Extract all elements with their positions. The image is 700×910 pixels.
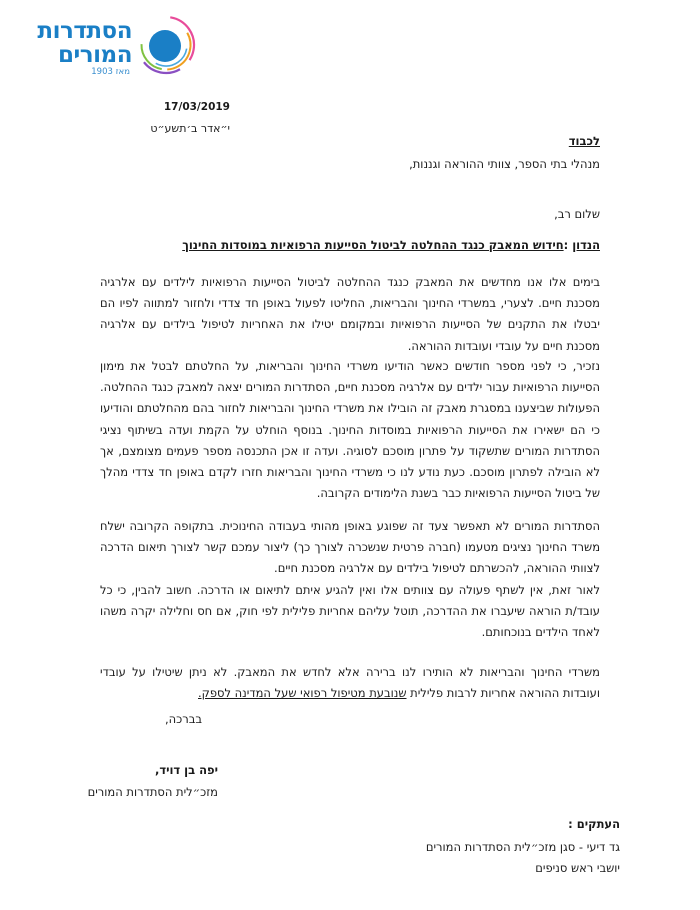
greeting: שלום רב,	[554, 207, 600, 221]
paragraph-text-start: משרדי החינוך והבריאות לא הותירו לנו ברירה אלא לחדש את המאבק. לא ניתן שיטילו על עובדי ועובדות ההוראה אחריות לרבות פלילית	[100, 665, 600, 701]
paragraph-text: נזכיר, כי לפני מספר חודשים כאשר הודיעו משרדי החינוך והבריאות, על החלטתם לבטל את מימון הסייעות הרפואיות עבור ילדים עם אלרגיה מסכנת חיים, הסתדרות המורים יצאה למאבק כנגד ההחלטה. הפעולות שביצענו במסגרת מאבק זה הובילו את משרדי החינוך והבריאות לחזור בהם מהחלטתם והודיעו כי הם ישאירו את הסייעות הרפואיות במוסדות החינוך. בנוסף הוחלט על הקמת ועדה בשיתוף נציגי הסתדרות המורים שתשקוד על פתרון מוסכם לסוגיה. ועדה זו אכן התכנסה מספר פעמים מצומצם, אך לא הובילה לפתרון מוסכם. כעת נודע לנו כי משרדי החינוך והבריאות חזרו לקדם באופן חד צדדי מהלך של ביטול הסייעות הרפואיות כבר בשנת הלימודים הקרובה.	[100, 359, 600, 501]
body-paragraph-1	[100, 272, 600, 357]
copies-label: העתקים :	[568, 817, 620, 831]
copies-item: גד דיעי - סגן מזכ״לית הסתדרות המורים	[425, 840, 620, 854]
paragraph-text-underlined: שנובעת מטיפול רפואי שעל המדינה לספק.	[198, 686, 407, 701]
date-block	[110, 97, 230, 139]
body-paragraph-3	[100, 516, 600, 580]
subject-line	[182, 238, 600, 252]
logo-rings-icon	[136, 15, 196, 75]
body-paragraph-5	[100, 662, 600, 704]
paragraph-text: הסתדרות המורים לא תאפשר צעד זה שפוגע באופן מהותי בעבודה החינוכית. בתקופה הקרובה ישלח משרד החינוך נציגים מטעמו (חברה פרטית שנשכרה לצורך כך) ליצור עמכם קשר לצורך תיאום הדרכה לצוותי ההוראה, להכשרתם לטיפול בילדים עם אלרגיה מסכנת חיים.	[100, 519, 600, 576]
body-paragraph-2	[100, 356, 600, 504]
date-hebrew: י״אדר ב׳תשע״ט	[150, 122, 230, 135]
recipient-honor: לכבוד	[568, 134, 600, 148]
signature-title: מזכ״לית הסתדרות המורים	[87, 785, 218, 799]
copies-item: יושבי ראש סניפים	[535, 861, 620, 875]
date-gregorian: 17/03/2019	[163, 101, 230, 113]
logo-since: מאז 1903	[91, 67, 130, 77]
subject-separator: :	[563, 238, 573, 252]
logo-line-1: הסתדרות	[37, 18, 132, 44]
recipient-to: מנהלי בתי הספר, צוותי ההוראה וגננות,	[409, 157, 600, 171]
subject-label: הנדון	[572, 238, 600, 252]
subject-text: חידוש המאבק כנגד ההחלטה לביטול הסייעות הרפואיות במוסדות החינוך	[182, 238, 564, 252]
body-paragraph-4	[100, 580, 600, 644]
closing: בברכה,	[164, 712, 202, 726]
paragraph-text	[100, 662, 600, 704]
logo-line-2: המורים	[58, 42, 132, 68]
organization-logo	[26, 15, 196, 77]
paragraph-text: בימים אלו אנו מחדשים את המאבק כנגד ההחלטה לביטול הסייעות הרפואיות לילדים עם אלרגיה מסכנת חיים. לצערי, במשרדי החינוך והבריאות, החליטו לפעול באופן חד צדדי ולחזור למתווה לפיו הם יבטלו את התקנים של הסייעות הרפואיות ובמקומם יטילו את האחריות לטיפול בילדים עם אלרגיה מסכנת חיים על עובדי ועובדות ההוראה.	[100, 275, 600, 353]
signature-name: יפה בן דויד,	[154, 763, 218, 777]
logo-wordmark	[37, 19, 132, 67]
paragraph-text: לאור זאת, אין לשתף פעולה עם צוותים אלו ואין להגיע איתם לתיאום או הדרכה. חשוב להבין, כי כל עובד/ת הוראה שיעברו את ההדרכה, תוטל עליהם אחריות פלילית לפי חוק, אם חס וחלילה יקרה משהו לאחד הילדים בנוכחותם.	[100, 583, 600, 640]
